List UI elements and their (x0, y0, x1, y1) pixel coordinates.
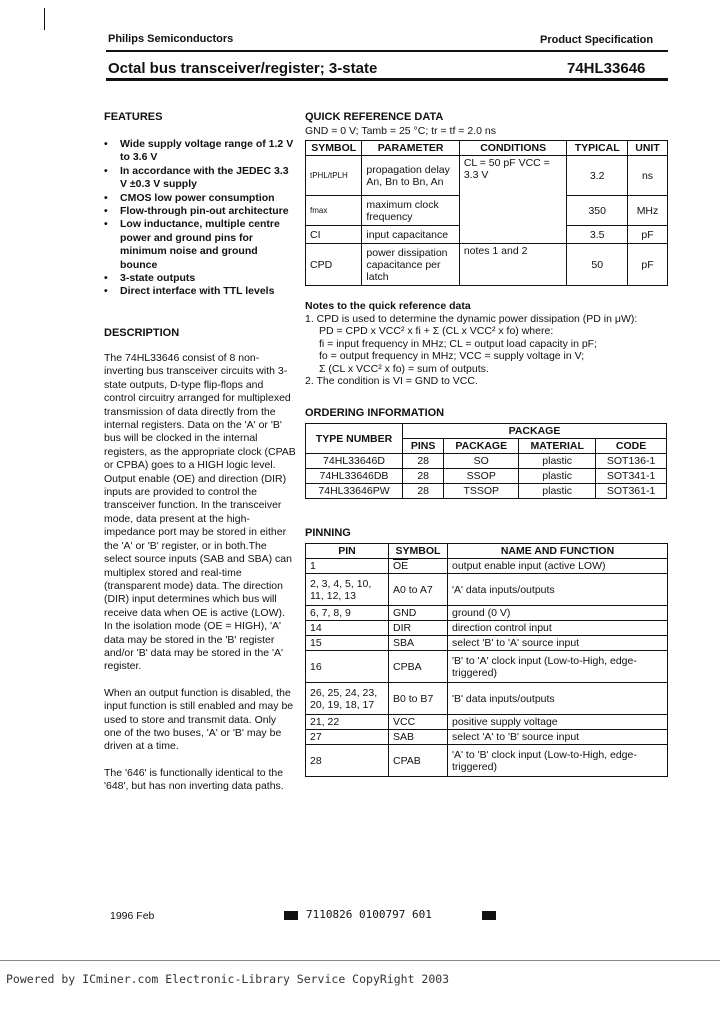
feature-item: • In accordance with the JEDEC 3.3 V ±0.3 V supply (104, 165, 296, 192)
cell-pin: 16 (306, 651, 389, 683)
col-header: PINS (403, 439, 444, 454)
cell-function: 'A' data inputs/outputs (448, 574, 668, 606)
cell-typical: 3.2 (567, 156, 628, 196)
cell-package: TSSOP (444, 484, 519, 499)
cell-pin: 21, 22 (306, 715, 389, 730)
cell-type: 74HL33646PW (306, 484, 403, 499)
col-header: TYPE NUMBER (306, 424, 403, 454)
description-paragraph: The '646' is functionally identical to the '648', but has non inverting data paths. (104, 766, 284, 793)
cell-parameter: maximum clock frequency (362, 196, 459, 226)
cell-package: SSOP (444, 469, 519, 484)
company-name: Philips Semiconductors (108, 33, 234, 45)
col-header: PARAMETER (362, 141, 459, 156)
col-header: SYMBOL (389, 544, 448, 559)
cell-conditions: CL = 50 pF VCC = 3.3 V (459, 156, 567, 244)
cell-function: select 'A' to 'B' source input (448, 730, 668, 745)
cell-typical: 3.5 (567, 226, 628, 244)
table-row (306, 715, 668, 730)
cell-type: 74HL33646D (306, 454, 403, 469)
cell-unit: pF (627, 226, 667, 244)
table-row (306, 244, 668, 286)
barcode-mark-right (482, 911, 496, 920)
notes-block (305, 300, 670, 388)
col-header: MATERIAL (519, 439, 596, 454)
table-header-row (306, 424, 667, 439)
cell-pin: 26, 25, 24, 23, 20, 19, 18, 17 (306, 683, 389, 715)
note-line: PD = CPD x VCC² x fi + Σ (CL x VCC² x fo) where: (319, 325, 554, 337)
col-header: PACKAGE (403, 424, 667, 439)
cell-function: 'B' to 'A' clock input (Low-to-High, edge-triggered) (448, 651, 668, 683)
table-header-row (306, 141, 668, 156)
table-row (306, 636, 668, 651)
cell-parameter: power dissipation capacitance per latch (362, 244, 459, 286)
cell-pins: 28 (403, 484, 444, 499)
cell-symbol: $\overline{OE}$ (389, 559, 448, 574)
cell-material: plastic (519, 484, 596, 499)
feature-item: • CMOS low power consumption (104, 192, 296, 205)
ordering-heading: ORDERING INFORMATION (305, 407, 445, 419)
note-line: fo = output frequency in MHz; VCC = supply voltage in V; (319, 350, 585, 362)
col-header: TYPICAL (567, 141, 628, 156)
note-line: 2. The condition is VI = GND to VCC. (305, 375, 478, 387)
document-title: Octal bus transceiver/register; 3-state (108, 60, 378, 77)
header-rule (106, 50, 668, 52)
cell-code: SOT361-1 (596, 484, 667, 499)
cell-function: direction control input (448, 621, 668, 636)
note-line: Σ (CL x VCC² x fo) = sum of outputs. (319, 362, 489, 375)
cell-symbol: fmax (306, 196, 362, 226)
quick-ref-table (305, 140, 668, 286)
issue-date: 1996 Feb (110, 910, 155, 922)
cell-type: 74HL33646DB (306, 469, 403, 484)
cell-symbol: VCC (389, 715, 448, 730)
cell-conditions: notes 1 and 2 (459, 244, 567, 286)
barcode-number: 7110826 0100797 601 (306, 908, 432, 921)
cell-material: plastic (519, 469, 596, 484)
table-row (306, 469, 667, 484)
cell-pin: 28 (306, 745, 389, 777)
note-line: fi = input frequency in MHz; CL = output load capacity in pF; (319, 337, 598, 350)
cell-symbol: CPBA (389, 651, 448, 683)
feature-item: • Direct interface with TTL levels (104, 285, 296, 298)
cell-package: SO (444, 454, 519, 469)
cell-symbol: tPHL/tPLH (306, 156, 362, 196)
quick-ref-conditions: GND = 0 V; Tamb = 25 °C; tr = tf = 2.0 ns (305, 125, 496, 137)
cell-pin: 14 (306, 621, 389, 636)
document-type: Product Specification (540, 34, 654, 46)
pinning-heading: PINNING (305, 527, 351, 539)
description-heading: DESCRIPTION (104, 327, 180, 339)
feature-item: • Flow-through pin-out architecture (104, 205, 296, 218)
feature-item: • 3-state outputs (104, 272, 296, 285)
cell-function: ground (0 V) (448, 606, 668, 621)
cell-typical: 50 (567, 244, 628, 286)
barcode-mark-left (284, 911, 298, 920)
cell-pins: 28 (403, 469, 444, 484)
ordering-table (305, 423, 667, 499)
notes-heading: Notes to the quick reference data (305, 300, 471, 312)
feature-item: • Wide supply voltage range of 1.2 V to 3.6 V (104, 138, 296, 165)
table-row (306, 574, 668, 606)
description-paragraph: When an output function is disabled, the input function is still enabled and may be used to store and transmit data. Only one of the two buses, 'A' or 'B' may be driven at a time. (104, 686, 294, 753)
cell-symbol: SBA (389, 636, 448, 651)
feature-item: • Low inductance, multiple centre power and ground pins for minimum noise and ground bounce (104, 218, 296, 272)
cell-symbol: CPAB (389, 745, 448, 777)
table-row (306, 606, 668, 621)
features-list (104, 138, 296, 299)
cell-function: 'A' to 'B' clock input (Low-to-High, edge-triggered) (448, 745, 668, 777)
features-heading: FEATURES (104, 111, 163, 123)
cell-function: output enable input (active LOW) (448, 559, 668, 574)
cell-symbol: GND (389, 606, 448, 621)
table-row (306, 484, 667, 499)
pinning-table (305, 543, 668, 777)
col-header: CODE (596, 439, 667, 454)
col-header: PIN (306, 544, 389, 559)
cell-material: plastic (519, 454, 596, 469)
cell-typical: 350 (567, 196, 628, 226)
title-rule (106, 78, 668, 81)
cell-parameter: input capacitance (362, 226, 459, 244)
col-header: NAME AND FUNCTION (448, 544, 668, 559)
col-header: PACKAGE (444, 439, 519, 454)
cell-pin: 6, 7, 8, 9 (306, 606, 389, 621)
cell-code: SOT341-1 (596, 469, 667, 484)
cell-code: SOT136-1 (596, 454, 667, 469)
table-row (306, 745, 668, 777)
table-row (306, 156, 668, 196)
cell-symbol: CI (306, 226, 362, 244)
powered-by-footer: Powered by ICminer.com Electronic-Library Service CopyRight 2003 (6, 972, 450, 986)
col-header: SYMBOL (306, 141, 362, 156)
cell-symbol: A0 to A7 (389, 574, 448, 606)
col-header: UNIT (627, 141, 667, 156)
col-header: CONDITIONS (459, 141, 567, 156)
quick-ref-heading: QUICK REFERENCE DATA (305, 111, 444, 123)
description-paragraph: The 74HL33646 consist of 8 non-inverting bus transceiver circuits with 3-state outputs, D-type flip-flops and control circuitry arranged for multiplexed transmission of data directly from the internal registers. Data on the 'A' or 'B' bus will be clocked in the internal registers, as the appropriate clock (CPAB or CPBA) goes to a HIGH logic level. Output enable (OE) and direction (DIR) inputs are provided to control the transceiver function. In the transceiver mode, data present at the high-impedance port may be stored in either the 'A' or 'B' register, or in both.The select source inputs (SAB and SBA) can multiplex stored and real-time (transparent mode) data. The direction (DIR) input determines which bus will receive data when OE is active (LOW). In the isolation mode (OE = HIGH), 'A' data may be stored in the 'B' register and/or 'B' data may be stored in the 'A' register. (104, 352, 296, 673)
table-row (306, 621, 668, 636)
footer-rule (0, 960, 720, 961)
table-header-row (306, 544, 668, 559)
cell-function: positive supply voltage (448, 715, 668, 730)
cell-pin: 1 (306, 559, 389, 574)
part-number: 74HL33646 (567, 60, 646, 77)
cell-parameter: propagation delay An, Bn to Bn, An (362, 156, 459, 196)
note-line: 1. CPD is used to determine the dynamic power dissipation (PD in μW): (305, 312, 638, 325)
table-row (306, 454, 667, 469)
table-row (306, 730, 668, 745)
cell-symbol: B0 to B7 (389, 683, 448, 715)
cell-pin: 15 (306, 636, 389, 651)
cell-function: select 'B' to 'A' source input (448, 636, 668, 651)
cell-unit: MHz (627, 196, 667, 226)
table-row (306, 651, 668, 683)
cell-symbol: SAB (389, 730, 448, 745)
cell-pins: 28 (403, 454, 444, 469)
description-body (104, 352, 296, 807)
cell-symbol: DIR (389, 621, 448, 636)
cell-function: 'B' data inputs/outputs (448, 683, 668, 715)
table-row (306, 683, 668, 715)
table-row (306, 559, 668, 574)
cell-pin: 2, 3, 4, 5, 10, 11, 12, 13 (306, 574, 389, 606)
cell-symbol: CPD (306, 244, 362, 286)
margin-mark (44, 8, 45, 30)
cell-unit: pF (627, 244, 667, 286)
cell-pin: 27 (306, 730, 389, 745)
cell-unit: ns (627, 156, 667, 196)
